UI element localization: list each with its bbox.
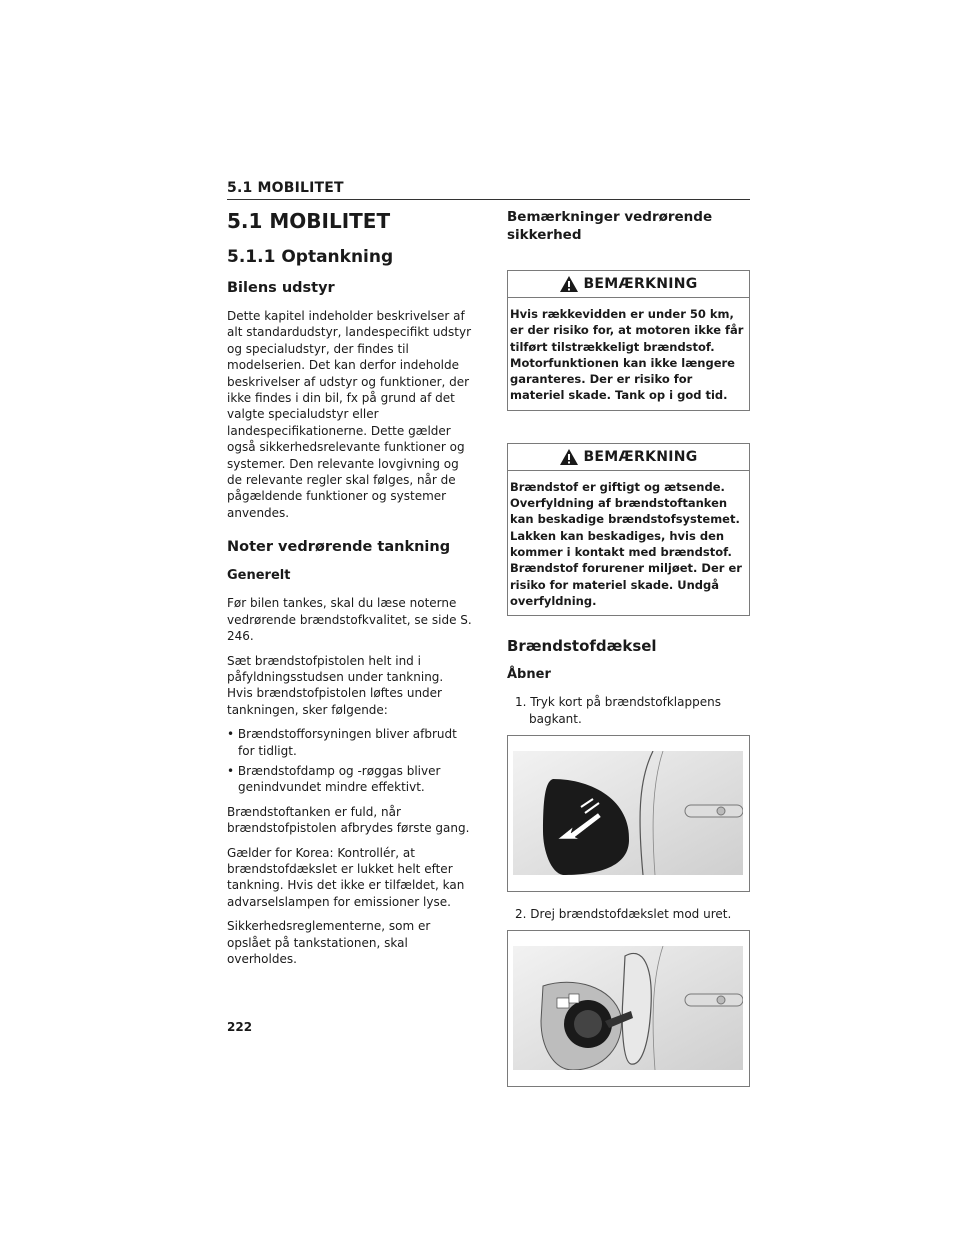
- paragraph-korea: Gælder for Korea: Kontrollér, at brændstofdækslet er lukket helt efter tankning. Hvis det ikke er tilfældet, kan advarselslampen for emissioner lyse.: [227, 845, 465, 909]
- warning-icon: [559, 275, 579, 293]
- right-column: [507, 208, 750, 1101]
- left-column: [227, 208, 472, 975]
- list-item: • Brændstofforsyningen bliver afbrudt for tidligt.: [227, 726, 472, 759]
- nozzle-effects-list: [227, 726, 472, 796]
- step-text: Tryk kort på brændstofklappens bagkant.: [529, 695, 721, 726]
- note-box-range: [507, 270, 750, 411]
- fuel-cap-illustration: [513, 946, 743, 1070]
- step-item: 2. Drej brændstofdækslet mod uret.: [515, 906, 732, 921]
- paragraph-regulations: Sikkerhedsreglementerne, som er opslået på tankstationen, skal overholdes.: [227, 919, 431, 966]
- note-text: Brændstof er giftigt og ætsende. Overfyldning af brændstoftanken kan beskadige brændstofsystemet. Lakken kan beskadiges, hvis den kommer i kontakt med brændstof. Brændstof forurener miljøet. Der er risiko for materiel skade. Undgå overfyldning.: [510, 479, 742, 608]
- note-header: [508, 271, 749, 298]
- running-head: 5.1 MOBILITET: [227, 180, 344, 196]
- open-heading: Åbner: [507, 667, 551, 683]
- step-item: 1. Tryk kort på brændstofklappens bagkant.: [515, 695, 721, 726]
- header-rule: [227, 199, 750, 200]
- note-header: [508, 444, 749, 471]
- paragraph-tank-full: Brændstoftanken er fuld, når brændstofpistolen afbrydes første gang.: [227, 804, 470, 836]
- note-box-fuel-toxic: [507, 443, 750, 616]
- equipment-heading: Bilens udstyr: [227, 280, 335, 296]
- step-text: Drej brændstofdækslet mod uret.: [530, 906, 732, 921]
- paragraph-fuel-quality: Før bilen tankes, skal du læse noterne vedrørende brændstofkvalitet, se side S. 246.: [227, 596, 472, 644]
- paragraph-nozzle: Sæt brændstofpistolen helt ind i påfyldningsstudsen under tankning. Hvis brændstofpistolen løftes under tankningen, sker følgende:: [227, 653, 444, 717]
- safety-heading: Bemærkninger vedrørende sikkerhed: [507, 209, 713, 243]
- page-number: 222: [227, 1020, 253, 1034]
- notes-heading: Noter vedrørende tankning: [227, 539, 451, 556]
- equipment-text: Dette kapitel indeholder beskrivelser af alt standardudstyr, landespecifikt udstyr og specialudstyr, der findes til modelserien. Det kan derfor indeholde beskrivelser af udstyr og funktioner, der ikke findes i din bil, fx på grund af det valgte specialudstyr eller landespecifikationerne. Dette gælder også sikkerhedsrelevante funktioner og systemer. Den relevante lovgivning og de relevante regler skal følges, når de pågældende funktioner og systemer anvendes.: [227, 309, 471, 520]
- fuel-flap-press-figure: [507, 735, 750, 892]
- warning-icon: [559, 448, 579, 466]
- general-heading: Generelt: [227, 568, 291, 584]
- subsection-title: 5.1.1 Optankning: [227, 247, 394, 267]
- section-title: 5.1 MOBILITET: [227, 209, 391, 233]
- note-title: BEMÆRKNING: [583, 448, 698, 465]
- fuel-flap-illustration: [513, 751, 743, 875]
- note-title: BEMÆRKNING: [583, 276, 698, 292]
- steps-list-2: [507, 906, 750, 922]
- fuel-cap-turn-figure: [507, 930, 750, 1087]
- fuel-cap-heading: Brændstofdæksel: [507, 637, 657, 656]
- note-text: Hvis rækkevidden er under 50 km, er der risiko for, at motoren ikke får tilført tilstrækkeligt brændstof. Motorfunktionen kan ikke længere garanteres. Der er risiko for materiel skade. Tank op i god tid.: [510, 307, 744, 403]
- steps-list-1: [507, 694, 750, 727]
- list-item: • Brændstofdamp og -røggas bliver genindvundet mindre effektivt.: [227, 763, 472, 796]
